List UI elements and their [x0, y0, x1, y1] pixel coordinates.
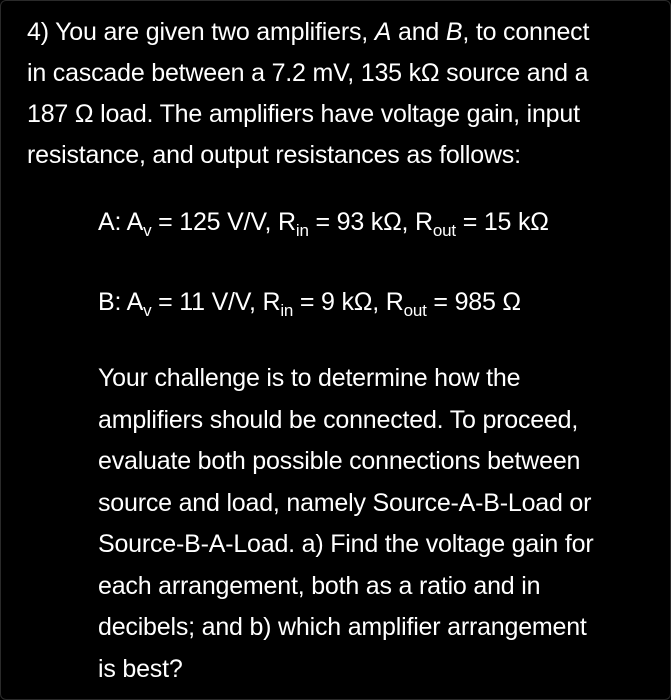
intro-line-3: 187 Ω load. The amplifiers have voltage gain, input [27, 100, 580, 128]
spec-text: A: A [98, 208, 144, 236]
challenge-line-5: Source-B-A-Load. a) Find the voltage gain for [98, 530, 594, 558]
intro-text: 4) You are given two amplifiers, [27, 18, 375, 46]
intro-text: and [391, 18, 446, 46]
spec-text: = 125 V/V, R [151, 208, 296, 236]
gain-subscript: v [143, 221, 152, 240]
challenge-paragraph [98, 358, 658, 690]
amp-a-name: A [374, 18, 392, 46]
spec-text: B: A [98, 288, 144, 316]
intro-line-1 [27, 12, 657, 53]
challenge-line-3: evaluate both possible connections between [98, 447, 581, 475]
spec-text: = 11 V/V, R [151, 288, 281, 316]
intro-line-2: in cascade between a 7.2 mV, 135 kΩ source and a [27, 59, 589, 87]
challenge-line-4: source and load, namely Source-A-B-Load or [98, 488, 592, 517]
amplifier-a-spec [98, 206, 549, 238]
problem-intro [27, 12, 657, 176]
challenge-line-8: is best? [98, 654, 183, 683]
gain-subscript: v [143, 301, 152, 320]
intro-text: , to connect [462, 18, 590, 46]
rout-subscript: out [432, 221, 456, 240]
rin-subscript: in [295, 221, 309, 240]
challenge-line-6: each arrangement, both as a ratio and in [98, 571, 541, 600]
rout-subscript: out [403, 301, 427, 320]
spec-text: = 15 kΩ [455, 208, 549, 236]
rin-subscript: in [280, 301, 294, 320]
amplifier-b-spec [98, 286, 521, 318]
amp-b-name: B [445, 18, 463, 46]
spec-text: = 985 Ω [426, 288, 521, 316]
intro-line-4: resistance, and output resistances as follows: [27, 141, 521, 169]
spec-text: = 9 kΩ, R [293, 288, 404, 316]
challenge-line-7: decibels; and b) which amplifier arrangement [98, 613, 587, 641]
challenge-line-1: Your challenge is to determine how the [98, 364, 521, 392]
challenge-line-2: amplifiers should be connected. To proceed, [98, 405, 579, 434]
spec-text: = 93 kΩ, R [308, 208, 433, 236]
